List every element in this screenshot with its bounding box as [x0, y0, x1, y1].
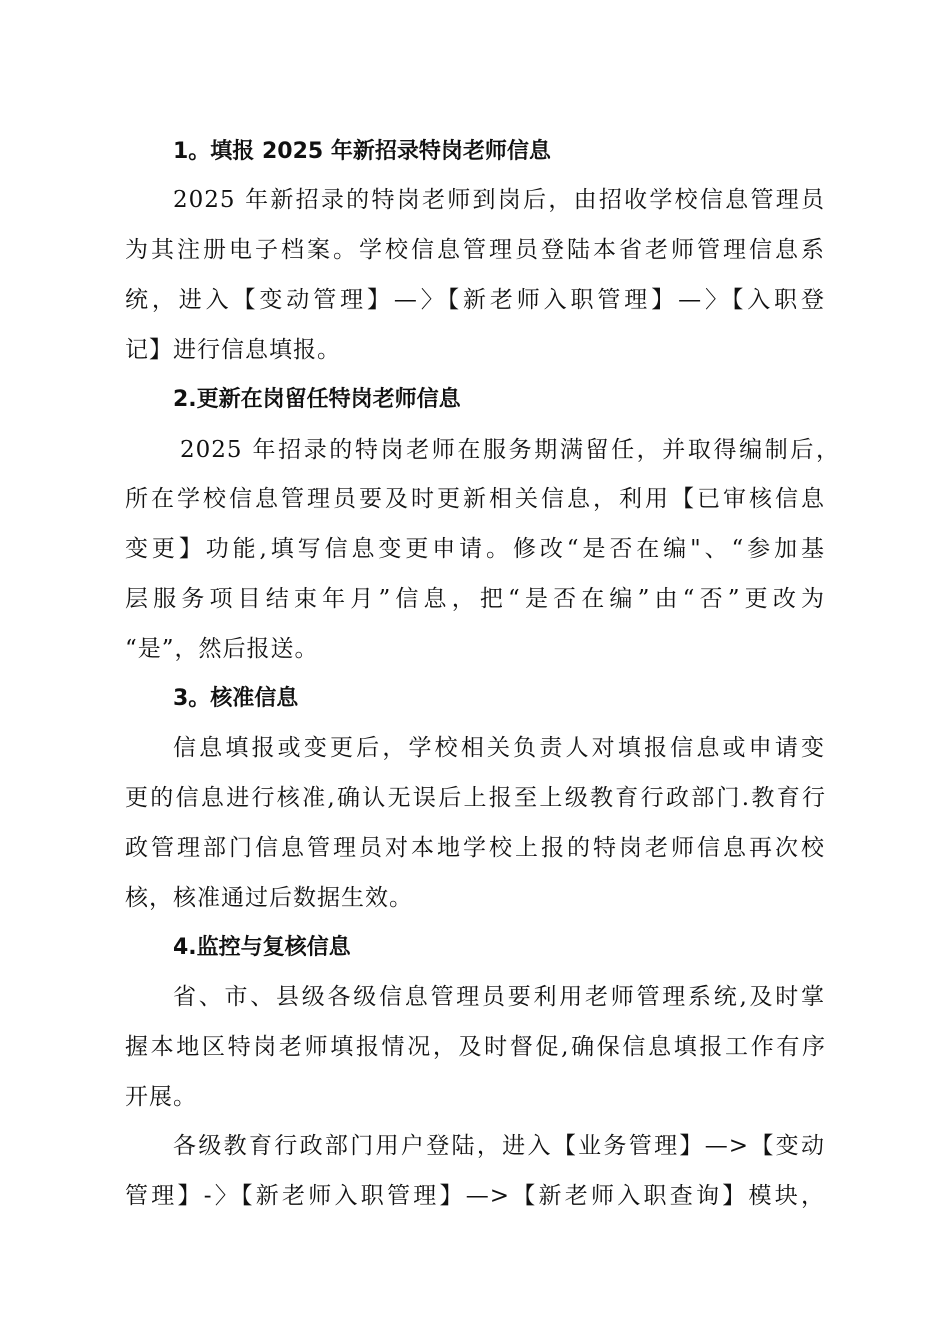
section-1-line-2: 为其注册电子档案。学校信息管理员登陆本省老师管理信息系	[125, 237, 825, 263]
section-2-line-5: “是”，然后报送。	[125, 636, 319, 662]
section-3-line-3: 政管理部门信息管理员对本地学校上报的特岗老师信息再次校	[125, 835, 825, 861]
section-2-line-3: 变更】功能,填写信息变更申请。修改“是否在编"、“参加基	[125, 536, 825, 562]
section-4-line-3: 开展。	[125, 1084, 197, 1110]
closing-line-2: 管理】-〉【新老师入职管理】—>【新老师入职查询】模块，	[125, 1183, 825, 1209]
section-3-line-1: 信息填报或变更后，学校相关负责人对填报信息或申请变	[173, 735, 825, 761]
section-4-line-2: 握本地区特岗老师填报情况，及时督促,确保信息填报工作有序	[125, 1034, 825, 1060]
section-2-heading: 2.更新在岗留任特岗老师信息	[173, 387, 461, 412]
section-1-heading: 1。填报 2025 年新招录特岗老师信息	[173, 139, 551, 164]
section-4-heading: 4.监控与复核信息	[173, 935, 351, 960]
section-1-line-3: 统，进入【变动管理】—〉【新老师入职管理】—〉【入职登	[125, 287, 825, 313]
closing-line-1: 各级教育行政部门用户登陆，进入【业务管理】—>【变动	[173, 1133, 825, 1159]
section-3-line-4: 核，核准通过后数据生效。	[125, 885, 413, 911]
section-1-line-1: 2025 年新招录的特岗老师到岗后，由招收学校信息管理员	[173, 187, 825, 213]
section-3-heading: 3。核准信息	[173, 686, 299, 711]
section-2-line-4: 层服务项目结束年月”信息，把“是否在编”由“否”更改为	[125, 586, 825, 612]
section-4-line-1: 省、市、县级各级信息管理员要利用老师管理系统,及时掌	[173, 984, 825, 1010]
section-3-line-2: 更的信息进行核准,确认无误后上报至上级教育行政部门.教育行	[125, 785, 825, 811]
section-1-line-4: 记】进行信息填报。	[125, 337, 341, 363]
section-2-line-2: 所在学校信息管理员要及时更新相关信息，利用【已审核信息	[125, 486, 825, 512]
section-2-line-1: 2025 年招录的特岗老师在服务期满留任，并取得编制后，	[180, 437, 840, 463]
